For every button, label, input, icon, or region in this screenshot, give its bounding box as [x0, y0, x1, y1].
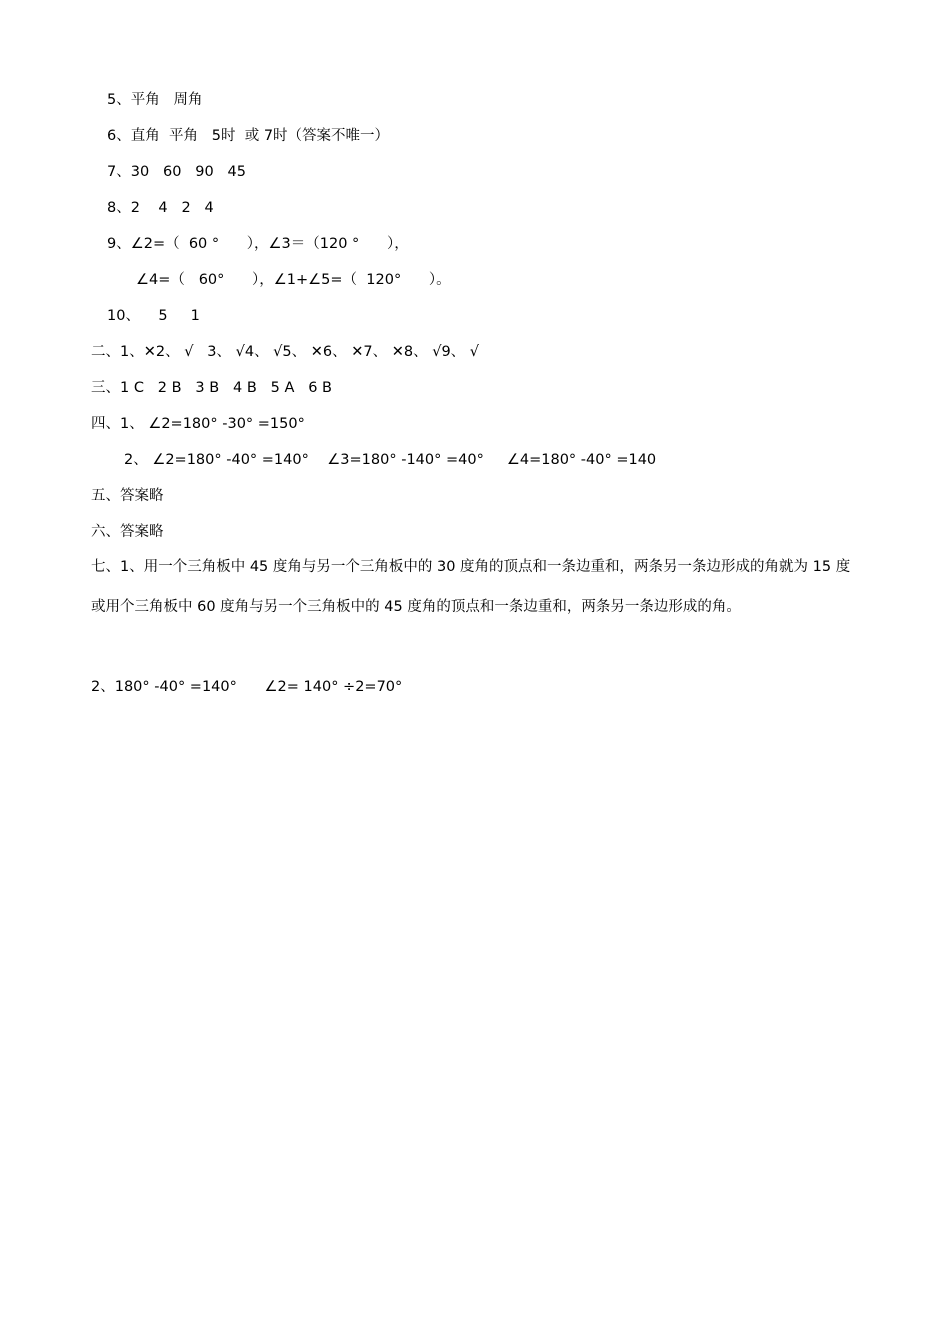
section-5-answer: 五、答案略: [91, 488, 164, 504]
answer-line-10: 10、 5 1: [107, 308, 200, 324]
section-2-answers: 二、1、✕2、 √ 3、 √4、 √5、 ✕6、 ✕7、 ✕8、 √9、 √: [91, 344, 480, 360]
answer-line-6: 6、直角 平角 5时 或 7时（答案不唯一）: [107, 128, 390, 144]
section-4-answer-2: 2、 ∠2=180° -40° =140° ∠3=180° -140° =40° ∠4=180° -40° =140: [124, 452, 657, 468]
section-7-answer-1: 七、1、用一个三角板中 45 度角与另一个三角板中的 30 度角的顶点和一条边重和，两条另一条边形成的角就为 15 度或用个三角板中 60 度角与另一个三角板中的 45 度角的顶点和一条边重和，两条另一条边形成的角。: [91, 559, 851, 615]
answer-line-7: 7、30 60 90 45: [107, 164, 247, 180]
answer-line-9a: 9、∠2=（ 60 ° ），∠3＝（120 ° ），: [107, 236, 409, 252]
section-7-answer-2: 2、180° -40° =140° ∠2= 140° ÷2=70°: [91, 679, 403, 695]
section-4-answer-1: 四、1、 ∠2=180° -30° =150°: [91, 416, 305, 432]
answer-line-8: 8、2 4 2 4: [107, 200, 214, 216]
section-3-answers: 三、1 C 2 B 3 B 4 B 5 A 6 B: [91, 380, 332, 396]
answer-line-9b: ∠4=（ 60° ），∠1+∠5=（ 120° ）。: [136, 272, 451, 288]
answer-line-5: 5、平角 周角: [107, 92, 203, 108]
section-6-answer: 六、答案略: [91, 524, 164, 540]
